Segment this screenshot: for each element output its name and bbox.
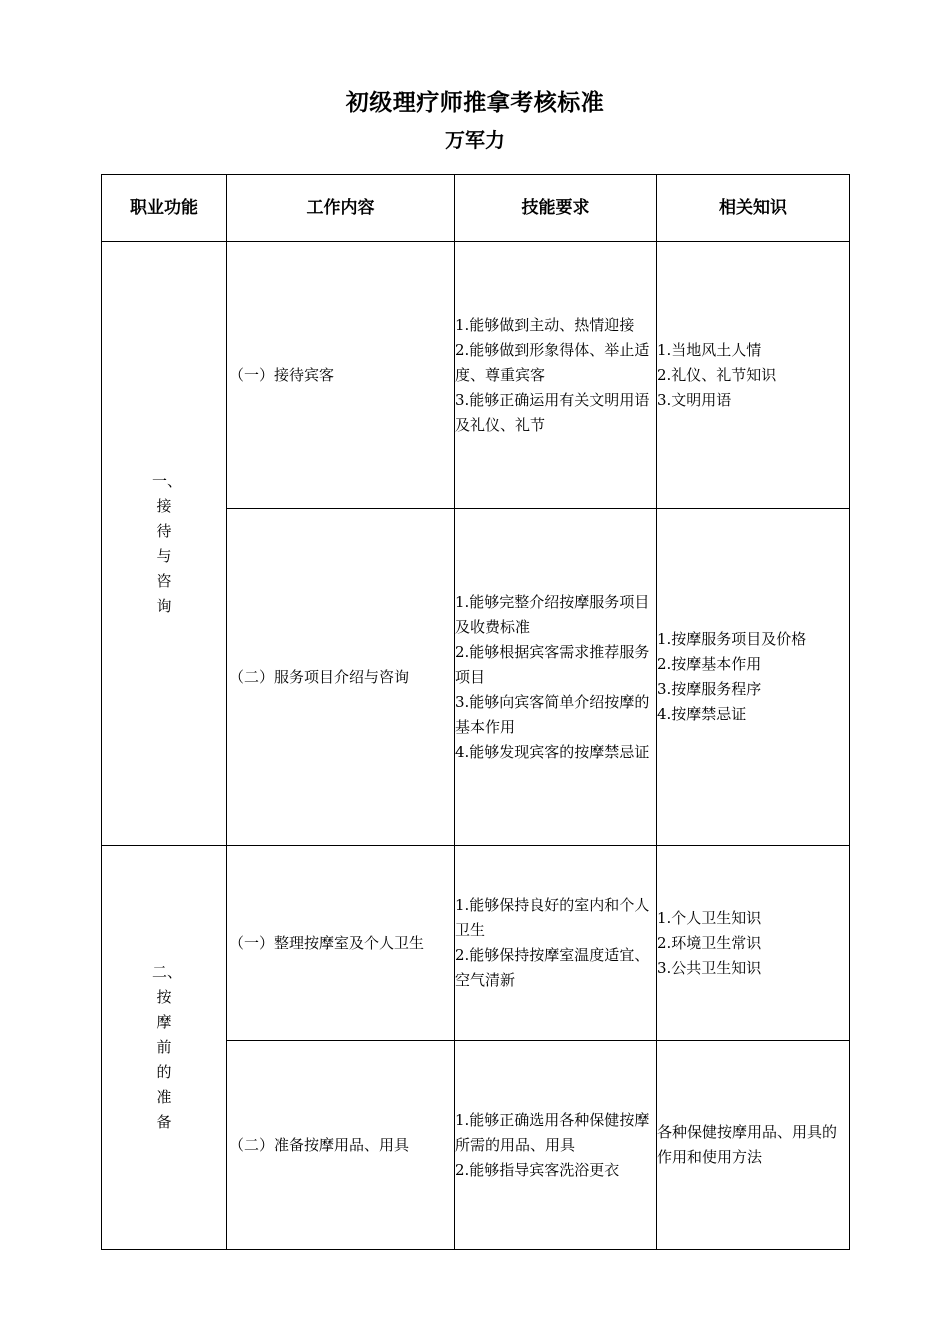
knowledge-item: 3.公共卫生知识 [657,958,762,977]
skill-item: 3.能够正确运用有关文明用语及礼仪、礼节 [455,390,650,434]
work-label: （二）准备按摩用品、用具 [229,1135,410,1154]
knowledge-cell [657,242,850,509]
function-cell [102,242,227,846]
skill-item: 2.能够根据宾客需求推荐服务项目 [455,642,650,686]
knowledge-cell [657,509,850,846]
knowledge-cell [657,1041,850,1250]
knowledge-item: 2.礼仪、礼节知识 [657,365,777,384]
knowledge-item: 1.按摩服务项目及价格 [657,630,807,648]
function-label: 二、按摩前的准备 [152,963,183,1131]
work-cell [227,846,455,1041]
table-row [102,242,850,509]
skill-item: 4.能够发现宾客的按摩禁忌证 [455,742,650,761]
skill-item: 2.能够做到形象得体、举止适度、尊重宾客 [455,340,650,384]
work-cell [227,242,455,509]
skills-cell [455,242,657,509]
knowledge-item: 4.按摩禁忌证 [657,705,747,723]
function-cell [102,846,227,1250]
header-work: 工作内容 [227,175,455,242]
knowledge-item: 2.环境卫生常识 [657,933,762,952]
document-author: 万军力 [445,128,505,152]
knowledge-cell [657,846,850,1041]
skill-item: 1.能够完整介绍按摩服务项目及收费标准 [455,592,650,636]
work-label: （二）服务项目介绍与咨询 [229,667,410,686]
skill-item: 1.能够正确选用各种保健按摩所需的用品、用具 [455,1110,650,1154]
table-row [102,846,850,1041]
table-header-row [102,175,850,242]
knowledge-item: 1.当地风土人情 [657,340,762,359]
skill-item: 1.能够做到主动、热情迎接 [455,315,635,334]
skill-item: 2.能够保持按摩室温度适宜、空气清新 [455,946,650,989]
skill-item: 2.能够指导宾客洗浴更衣 [455,1160,620,1179]
skill-item: 3.能够向宾客简单介绍按摩的基本作用 [455,692,650,736]
knowledge-item: 1.个人卫生知识 [657,908,762,927]
knowledge-item: 3.按摩服务程序 [657,680,762,698]
work-cell [227,1041,455,1250]
function-label: 一、接待与咨询 [152,471,183,615]
knowledge-item: 3.文明用语 [657,390,732,409]
work-label: （一）整理按摩室及个人卫生 [229,933,425,952]
skills-cell [455,846,657,1041]
standards-table [101,174,850,1250]
header-skills: 技能要求 [455,175,657,242]
knowledge-item: 各种保健按摩用品、用具的作用和使用方法 [657,1123,838,1166]
work-label: （一）接待宾客 [229,365,335,384]
header-function: 职业功能 [102,175,227,242]
skills-cell [455,509,657,846]
work-cell [227,509,455,846]
knowledge-item: 2.按摩基本作用 [657,655,762,673]
skills-cell [455,1041,657,1250]
skill-item: 1.能够保持良好的室内和个人卫生 [455,896,650,939]
header-knowledge: 相关知识 [657,175,850,242]
document-title: 初级理疗师推拿考核标准 [345,90,605,116]
